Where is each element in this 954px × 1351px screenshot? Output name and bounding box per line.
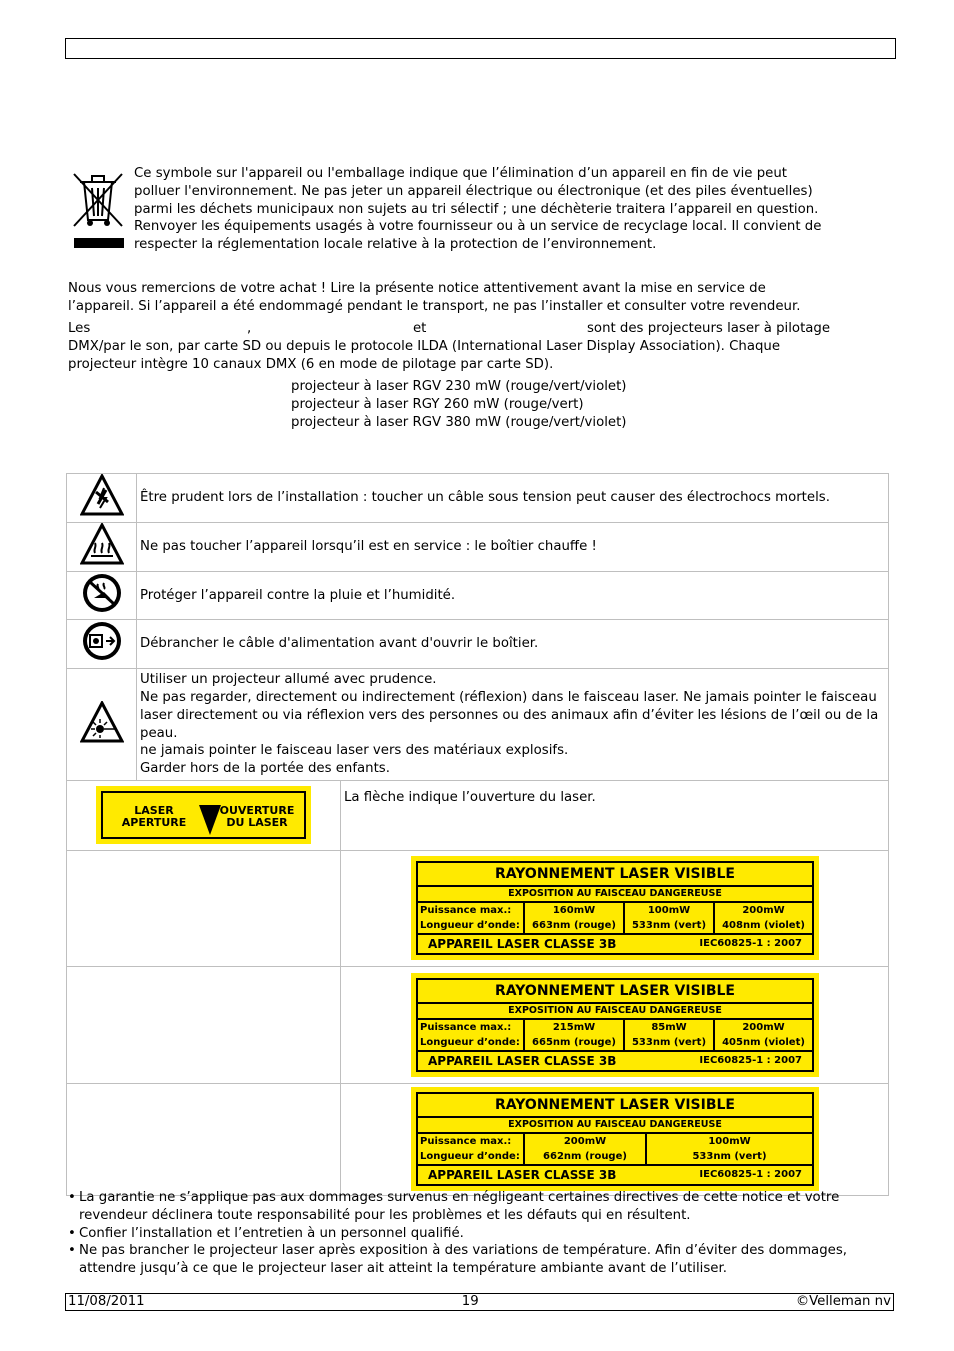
sticker-title: RAYONNEMENT LASER VISIBLE [418,980,812,1004]
bullet-list [68,1189,894,1278]
intro-rest: sont des projecteurs laser à pilotage [587,321,831,336]
hot-surface-icon [67,522,137,571]
weee-notice [134,165,894,254]
intro-line: projecteur intègre 10 canaux DMX (6 en mode de pilotage par carte SD). [68,356,554,372]
bullet-item: • Confier l’installation et l’entretien à un personnel qualifié. [68,1225,894,1243]
weee-bin-icon [70,168,126,252]
aperture-left: LASER APERTURE [121,803,187,829]
intro-line: l’appareil. Si l’appareil a été endommagé pendant le transport, ne pas l’installer et consulter votre revendeur. [68,298,801,314]
electric-shock-icon [67,474,137,523]
safety-row [67,474,889,523]
safety-text: Être prudent lors de l’installation : toucher un câble sous tension peut causer des électrochocs mortels. [137,474,889,523]
sticker-iec: IEC60825-1 : 2007 [699,1169,802,1181]
safety-row [67,522,889,571]
safety-text: Protéger l’appareil contre la pluie et l’humidité. [137,571,889,620]
safety-row [67,571,889,620]
model-item: projecteur à laser RGY 260 mW (rouge/vert) [291,396,584,412]
product-paragraph [68,320,894,374]
sticker-row [67,1083,889,1195]
intro-line: DMX/par le son, par carte SD ou depuis le protocole ILDA (International Laser Display Association). Chaque [68,339,781,354]
sticker-class: APPAREIL LASER CLASSE 3B [428,937,617,952]
safety-text: Ne pas toucher l’appareil lorsqu’il est en service : le boîtier chauffe ! [137,522,889,571]
unplug-icon [67,620,137,669]
laser-warning-sticker: RAYONNEMENT LASER VISIBLE EXPOSITION AU FAISCEAU DANGEREUSE Puissance max.: Longueur d’onde: 200mW 662nm (rouge) 100mW 533nm (vert) APPAREIL LASER CLASSE 3B IEC60825-1 : 2007 [411,1087,819,1191]
intro-paragraph [68,280,894,316]
laser-warning-sticker: RAYONNEMENT LASER VISIBLE EXPOSITION AU FAISCEAU DANGEREUSE Puissance max.: Longueur d’onde: 215mW 665nm (rouge) 85mW 533nm (vert) 200mW 405nm (violet) APPAREIL LASER CLASSE 3B IEC60825-1 : 2007 [411,973,819,1077]
model-item: projecteur à laser RGV 380 mW (rouge/vert/violet) [291,414,627,430]
sticker-subtitle: EXPOSITION AU FAISCEAU DANGEREUSE [418,1004,812,1020]
model-item: projecteur à laser RGV 230 mW (rouge/vert/violet) [291,379,627,394]
bullet-item: • Ne pas brancher le projecteur laser après exposition à des variations de température. Afin d’éviter des dommages, attendre jusqu’à ce que le projecteur laser ait atteint la température ambiante avant de l’utiliser. [68,1242,894,1278]
page-number: 19 [461,1294,479,1310]
sticker-cell [341,850,889,966]
sticker-iec: IEC60825-1 : 2007 [699,938,802,950]
weee-line: Ce symbole sur l'appareil ou l'emballage indique que l’élimination d’un appareil en fin de vie peut [134,166,787,181]
aperture-right: OUVERTURE DU LASER [219,803,295,829]
safety-row [67,620,889,669]
sticker-cell [341,966,889,1083]
bullet-item: • La garantie ne s’applique pas aux dommages survenus en négligeant certaines directives de cette notice et votre revendeur déclinera toute responsabilité pour les problèmes et les défauts qui en résultent. [68,1189,894,1225]
sticker-cell [341,1083,889,1195]
safety-laser-text [137,669,889,781]
weee-line: Renvoyer les équipements usagés à votre fournisseur ou à un service de recyclage local. Il convient de [134,219,822,235]
safety-text: Débrancher le câble d'alimentation avant d'ouvrir le boîtier. [137,620,889,669]
no-water-icon [67,571,137,620]
laser-warning-sticker: RAYONNEMENT LASER VISIBLE EXPOSITION AU FAISCEAU DANGEREUSE Puissance max.: Longueur d’onde: 160mW 663nm (rouge) 100mW 533nm (vert) 200mW 408nm (violet) APPAREIL LASER CLASSE 3B IEC60825-1 : 2007 [411,856,819,960]
laser-hazard-icon [67,669,137,781]
sticker-class: APPAREIL LASER CLASSE 3B [428,1168,617,1183]
model-cell [67,966,341,1083]
safety-line: Garder hors de la portée des enfants. [140,761,390,777]
aperture-label [96,786,311,844]
sticker-iec: IEC60825-1 : 2007 [699,1054,802,1066]
weee-line: respecter la réglementation locale relative à la protection de l’environnement. [134,237,657,253]
aperture-text: La flèche indique l’ouverture du laser. [341,780,889,850]
model-cell [67,850,341,966]
footer-date: 11/08/2011 [68,1294,145,1310]
sticker-row [67,966,889,1083]
sticker-row [67,850,889,966]
intro-comma: , [247,321,252,336]
intro-les: Les [68,321,91,336]
intro-line: Nous vous remercions de votre achat ! Lire la présente notice attentivement avant la mise en service de [68,281,766,296]
header-box [65,38,896,59]
safety-row [67,669,889,781]
sticker-title: RAYONNEMENT LASER VISIBLE [418,1094,812,1118]
safety-line: Utiliser un projecteur allumé avec prudence. [140,672,437,688]
model-list [291,378,791,431]
model-cell [67,1083,341,1195]
weee-line: polluer l'environnement. Ne pas jeter un appareil électrique ou électronique (et des piles éventuelles) [134,183,813,199]
aperture-label-cell [67,780,341,850]
safety-line: Ne pas regarder, directement ou indirectement (réflexion) dans le faisceau laser. Ne jamais pointer le faisceau laser directement ou via réflexion vers des personnes ou des animaux afin d’éviter les lésions de l’œil ou de la peau. [140,689,879,741]
page-footer [65,1293,894,1311]
footer-copyright: ©Velleman nv [795,1294,891,1310]
sticker-subtitle: EXPOSITION AU FAISCEAU DANGEREUSE [418,887,812,903]
sticker-class: APPAREIL LASER CLASSE 3B [428,1053,617,1068]
sticker-title: RAYONNEMENT LASER VISIBLE [418,863,812,887]
safety-table [66,473,889,1196]
weee-line: parmi les déchets municipaux non sujets au tri sélectif ; une déchèterie traitera l’appareil en question. [134,201,819,217]
safety-row [67,780,889,850]
intro-et: et [413,321,427,336]
sticker-subtitle: EXPOSITION AU FAISCEAU DANGEREUSE [418,1118,812,1134]
safety-line: ne jamais pointer le faisceau laser vers des matériaux explosifs. [140,743,569,759]
